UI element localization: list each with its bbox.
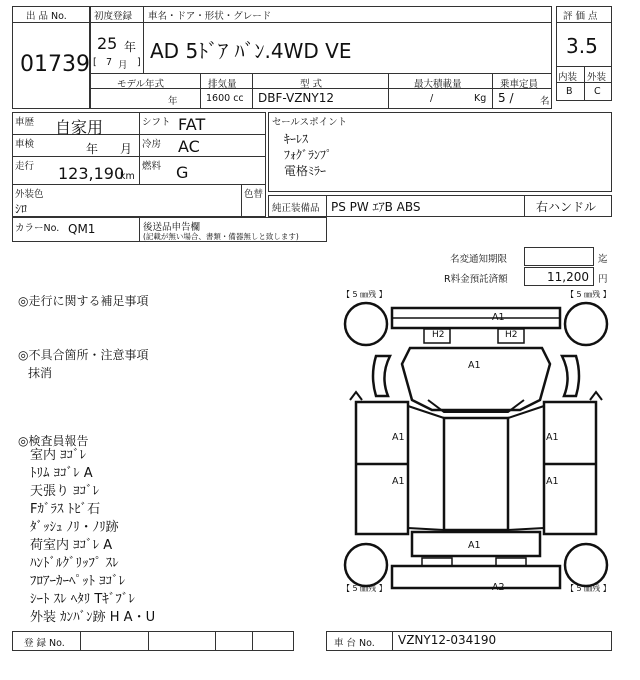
shift-value: FAT (178, 115, 206, 134)
fuel-label: 燃料 (142, 161, 162, 172)
inspector-line: 天張り ﾖｺﾞﾚ (30, 484, 100, 499)
inspector-line: 室内 ﾖｺﾞﾚ (30, 448, 87, 463)
ac-label: 冷房 (142, 139, 162, 150)
driving-notes-label: ◎走行に関する補足事項 (18, 294, 149, 308)
color-no-label: カラーNo. (15, 223, 60, 234)
mark-front-bumper: A1 (492, 312, 505, 323)
inspector-line: ｼｰﾄ ｽﾚ ﾍﾀﾘ Tｷﾞﾌﾞﾚ (30, 592, 135, 607)
car-name-label: 車名・ドア・形状・グレード (148, 11, 272, 22)
max-load-value: / (430, 93, 434, 104)
mark-rear-bumper: A2 (492, 582, 505, 593)
type-value: DBF-VZNY12 (258, 91, 335, 105)
capacity-value: 5 / (498, 91, 514, 105)
exterior-label: 外装 (587, 72, 607, 83)
name-change-unit: 迄 (598, 254, 608, 265)
tire-tr: 【 5 ㎜残 】 (566, 290, 611, 299)
inspection-year: 年 (86, 142, 99, 156)
inspector-line: 荷室内 ﾖｺﾞﾚ A (30, 538, 113, 553)
inspector-label: ◎検査員報告 (18, 434, 89, 448)
fuel-value: G (176, 163, 189, 182)
hood-shape (402, 348, 550, 410)
inspector-line: Fｶﾞﾗｽ ﾄﾋﾞ石 (30, 502, 101, 517)
wheel-rear-left (345, 544, 387, 586)
wheel-front-left (345, 303, 387, 345)
mark-left-front-door: A1 (392, 432, 405, 443)
front-fender-left (373, 356, 390, 396)
first-reg-month-unit: 月 (118, 60, 128, 71)
recycle-unit: 円 (598, 274, 608, 285)
ac-value: AC (178, 137, 200, 156)
mileage-value: 123,190 (58, 164, 125, 183)
sales-point-2: ﾌｫｸﾞﾗﾝﾌﾟ (284, 148, 333, 162)
roof-shape (444, 418, 508, 530)
inspection-label: 車検 (15, 139, 35, 150)
color-no-value: QM1 (68, 222, 96, 236)
tire-tl: 【 5 ㎜残 】 (342, 290, 387, 299)
ext-color-label: 外装色 (15, 189, 44, 200)
equipment-label: 純正装備品 (272, 203, 320, 214)
history-label: 車歴 (15, 117, 35, 128)
first-reg-year-unit: 年 (124, 40, 137, 54)
first-reg-label: 初度登録 (94, 11, 133, 22)
displacement-label: 排気量 (208, 79, 237, 90)
body-right (544, 402, 596, 534)
lot-number: 01739 (20, 52, 90, 77)
tire-bl: 【 5 ㎜残 】 (342, 584, 387, 593)
docs-label: 後送品申告欄 (143, 222, 201, 233)
history-value: 自家用 (55, 118, 104, 137)
first-reg-year: 25 (97, 34, 118, 53)
mark-right-rear-door: A1 (546, 476, 559, 487)
inspector-report-list (30, 447, 320, 627)
ext-color-value: ｼﾛ (15, 202, 28, 216)
rear-bumper-shape (392, 566, 560, 588)
inspector-line: ﾄﾘﾑ ﾖｺﾞﾚ A (30, 466, 93, 481)
wheel-front-right (565, 303, 607, 345)
car-damage-diagram (340, 296, 612, 596)
model-year-unit: 年 (168, 96, 178, 107)
chassis-label: 車 台 No. (334, 638, 375, 649)
equipment-value: PS PW ｴｱB ABS (331, 200, 421, 214)
inspection-month: 月 (120, 142, 133, 156)
wheel-rear-right (565, 544, 607, 586)
defects-text: 抹消 (28, 366, 53, 380)
name-change-value-box (524, 247, 594, 266)
mark-left-rear-door: A1 (392, 476, 405, 487)
lot-label: 出 品 No. (26, 11, 67, 22)
mark-rear-gate: A1 (468, 540, 481, 551)
max-load-unit: Kg (474, 93, 487, 104)
mileage-label: 走行 (15, 161, 35, 172)
mark-h2-left: H2 (432, 330, 445, 340)
capacity-unit: 名 (540, 96, 550, 107)
mileage-unit: km (120, 171, 135, 182)
shift-label: シフト (142, 117, 171, 128)
sales-points-label: セールスポイント (272, 117, 348, 128)
car-name: AD 5ﾄﾞｱ ﾊﾞﾝ.4WD VE (150, 39, 352, 63)
steering-value: 右ハンドル (536, 200, 597, 214)
defects-label: ◎不具合箇所・注意事項 (18, 348, 149, 362)
score-label: 評 価 点 (563, 11, 598, 22)
interior-grade: B (566, 86, 573, 97)
interior-label: 内装 (558, 72, 578, 83)
recycle-label: R料金預託済額 (444, 274, 508, 285)
inspector-line: ﾌﾛｱｰｶｰﾍﾟｯﾄ ﾖｺﾞﾚ (30, 574, 126, 589)
docs-note: (記載が無い場合、書類・備器無しと致します) (143, 232, 299, 241)
front-fender-right (562, 356, 579, 396)
reg-no-label: 登 録 No. (24, 638, 65, 649)
type-label: 型 式 (300, 79, 323, 90)
displacement-value: 1600 cc (206, 93, 244, 104)
tire-br: 【 5 ㎜残 】 (566, 584, 611, 593)
sales-point-1: ｷｰﾚｽ (284, 132, 309, 146)
mark-right-front-door: A1 (546, 432, 559, 443)
exterior-grade: C (594, 86, 601, 97)
recycle-value-box (524, 267, 594, 286)
max-load-label: 最大積載量 (414, 79, 462, 90)
inspector-line: ﾀﾞｯｼｭ ﾉﾘ・ﾉﾘ跡 (30, 520, 119, 535)
first-reg-month: 7 (106, 57, 113, 68)
capacity-label: 乗車定員 (500, 79, 539, 90)
mark-hood: A1 (468, 360, 481, 371)
inspector-line: 外装 ｶﾝﾊﾞﾝ跡 H A・U (30, 610, 156, 625)
inspector-line: ﾊﾝﾄﾞﾙｸﾞﾘｯﾌﾟ ｽﾚ (30, 556, 119, 571)
chassis-no: VZNY12-034190 (398, 633, 497, 647)
model-year-label: モデル年式 (117, 79, 165, 90)
mark-h2-right: H2 (505, 330, 518, 340)
score-value: 3.5 (566, 34, 598, 58)
name-change-label: 名変通知期限 (450, 254, 508, 265)
recycle-value: 11,200 (547, 270, 589, 284)
color-change-label: 色替 (244, 189, 264, 200)
body-left (356, 402, 408, 534)
sales-point-3: 電格ﾐﾗｰ (284, 164, 327, 178)
